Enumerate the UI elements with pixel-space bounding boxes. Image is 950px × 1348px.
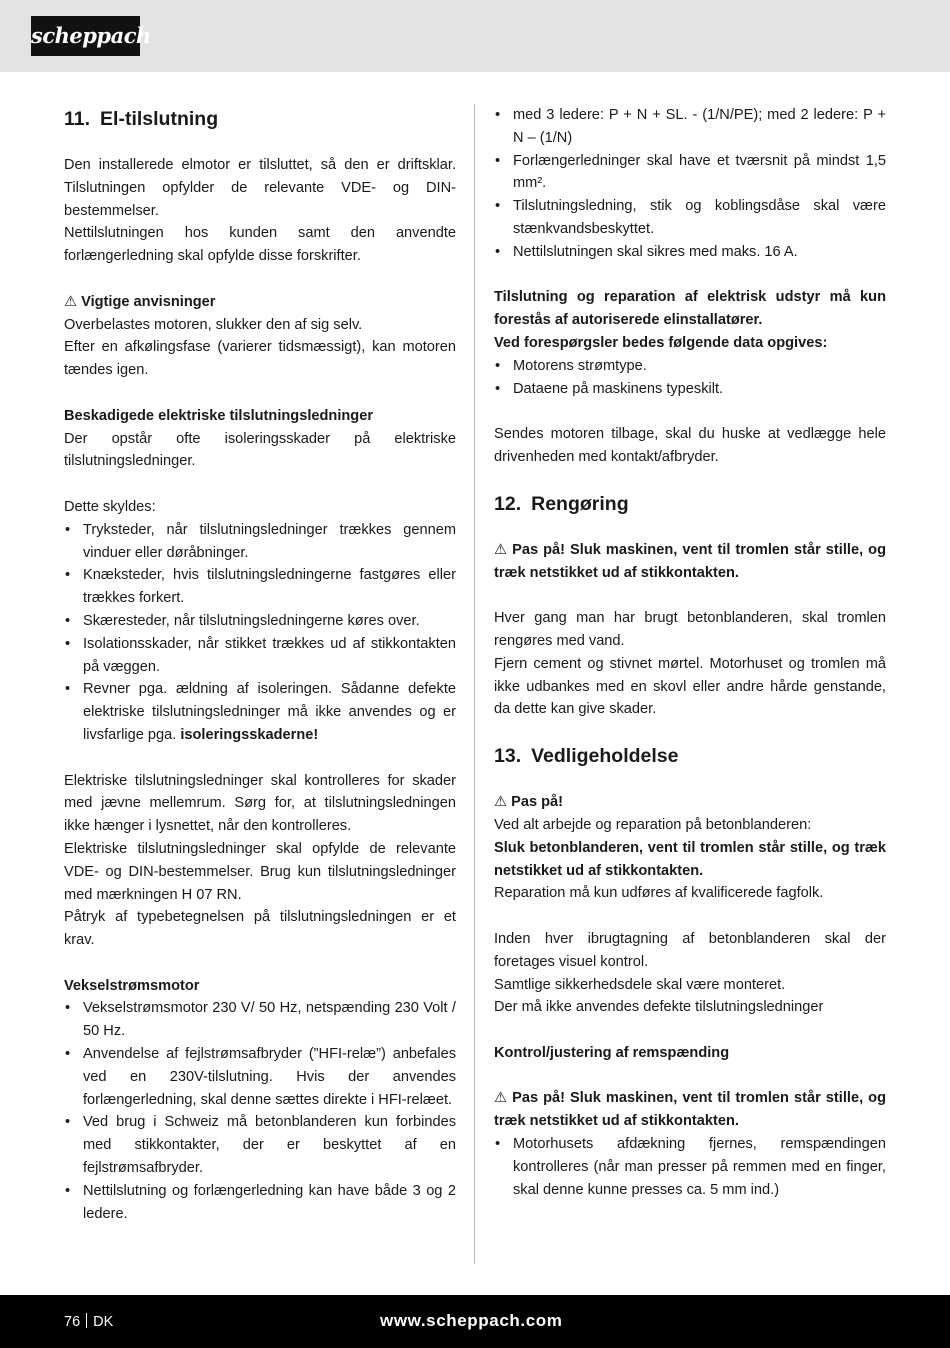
- website-link[interactable]: www.scheppach.com: [380, 1311, 563, 1330]
- paragraph: Elektriske tilslutningsledninger skal opfylde de relevante VDE- og DIN-bestemmelser. Brug kun tilslutningsledninger med mærkningen H 07 RN.: [64, 840, 456, 903]
- list-item: • Anvendelse af fejlstrømsafbryder (”HFI-relæ”) anbefales ved en 230V-tilslutning. Hvis der anvendes forlængerledning, skal denne sættes direkte i HFI-relæet.: [64, 1043, 456, 1111]
- warning-text: Pas på! Sluk maskinen, vent til tromlen står stille, og træk netstikket ud af stikkontakten.: [494, 541, 887, 581]
- column-divider: [474, 104, 475, 1264]
- ac-motor-list: [64, 997, 456, 1225]
- section-title: El-tilslutning: [100, 108, 219, 130]
- scheppach-logo: scheppach: [31, 16, 140, 56]
- warning-icon: ⚠: [494, 794, 508, 811]
- paragraph: Nettilslutningen hos kunden samt den anvendte forlængerledning skal opfylde disse forskrifter.: [64, 225, 456, 265]
- list-item: • Ved brug i Schweiz må betonblanderen kun forbindes med stikkontakter, der er beskyttet af en fejlstrømsafbryder.: [64, 1111, 456, 1179]
- list-item-bold: isoleringsskaderne!: [180, 726, 319, 743]
- list-item: • Forlængerledninger skal have et tværsnit på mindst 1,5 mm².: [494, 150, 886, 196]
- paragraph: Sendes motoren tilbage, skal du huske at vedlægge hele drivenheden med kontakt/afbryder.: [494, 426, 886, 465]
- wiring-list: [494, 104, 886, 264]
- list-item: • Nettilslutning og forlængerledning kan have både 3 og 2 ledere.: [64, 1180, 456, 1226]
- list-item: • Isolationsskader, når stikket trækkes ud af stikkontakten på væggen.: [64, 633, 456, 679]
- left-column: [64, 104, 456, 1225]
- list-item: • Tilslutningsledning, stik og koblingsdåse skal være stænkvandsbeskyttet.: [494, 195, 886, 241]
- subheading: Beskadigede elektriske tilslutningsledninger: [64, 407, 373, 424]
- paragraph: Fjern cement og stivnet mørtel. Motorhuset og tromlen må ikke udbankes med en skovl eller andre hårde genstande, da dette kan give skader.: [494, 655, 886, 718]
- page-footer: [0, 1295, 950, 1348]
- warning-icon: ⚠: [64, 293, 78, 310]
- warning-heading: [64, 291, 456, 314]
- list-item: • Nettilslutningen skal sikres med maks. 16 A.: [494, 241, 886, 264]
- paragraph: Ved alt arbejde og reparation på betonblanderen:: [494, 816, 812, 833]
- paragraph: Påtryk af typebetegnelsen på tilslutningsledningen er et krav.: [64, 909, 456, 949]
- section-12-heading: [494, 489, 886, 519]
- list-item: • Tryksteder, når tilslutningsledninger trækkes gennem vinduer eller døråbninger.: [64, 519, 456, 565]
- page-number-label: [64, 1311, 113, 1333]
- page-header: [0, 0, 950, 72]
- subheading: Kontrol/justering af remspænding: [494, 1044, 730, 1061]
- paragraph: Reparation må kun udføres af kvalificerede fagfolk.: [494, 885, 824, 902]
- list-item: • Dataene på maskinens typeskilt.: [494, 378, 886, 401]
- list-item: • med 3 ledere: P + N + SL. - (1/N/PE); med 2 ledere: P + N – (1/N): [494, 104, 886, 150]
- section-11-heading: [64, 104, 456, 134]
- bold-paragraph: Ved forespørgsler bedes følgende data opgives:: [494, 334, 828, 351]
- warning-paragraph: [494, 791, 886, 814]
- paragraph: Overbelastes motoren, slukker den af sig selv.: [64, 316, 363, 333]
- section-title: Rengøring: [531, 492, 629, 515]
- paragraph: Samtlige sikkerhedsdele skal være monteret.: [494, 976, 786, 993]
- paragraph: Der opstår ofte isoleringsskader på elektriske tilslutningsledninger.: [64, 430, 456, 470]
- warning-text: Pas på!: [511, 794, 564, 811]
- paragraph: Dette skyldes:: [64, 498, 156, 515]
- section-title: Vedligeholdelse: [531, 745, 679, 768]
- warning-icon: ⚠: [494, 541, 509, 558]
- paragraph: Der må ikke anvendes defekte tilslutningsledninger: [494, 999, 824, 1016]
- page-number: 76: [64, 1314, 81, 1330]
- section-number: 12.: [494, 492, 522, 515]
- paragraph: Inden hver ibrugtagning af betonblanderen skal der foretages visuel kontrol.: [494, 930, 886, 970]
- list-item: • Motorens strømtype.: [494, 355, 886, 378]
- section-number: 11.: [64, 108, 91, 130]
- right-column: [494, 104, 886, 1201]
- subheading: Vekselstrømsmotor: [64, 977, 200, 994]
- list-item: [64, 678, 456, 746]
- list-item: • Knæksteder, hvis tilslutningsledningerne fastgøres eller trækkes forkert.: [64, 564, 456, 610]
- warning-icon: ⚠: [494, 1090, 509, 1107]
- list-item-text: Revner pga. ældning af isoleringen. Sådanne defekte elektriske tilslutningsledninger må ikke anvendes og er livsfarlige pga.: [83, 681, 456, 743]
- section-13-heading: [494, 741, 886, 771]
- bold-paragraph: Sluk betonblanderen, vent til tromlen står stille, og træk netstikket ud af stikkontakten.: [494, 839, 886, 879]
- section-number: 13.: [494, 745, 522, 768]
- causes-list: [64, 519, 456, 747]
- list-item: • Skæresteder, når tilslutningsledningerne køres over.: [64, 610, 456, 633]
- paragraph: Efter en afkølingsfase (varierer tidsmæssigt), kan motoren tændes igen.: [64, 339, 456, 379]
- paragraph: Hver gang man har brugt betonblanderen, skal tromlen rengøres med vand.: [494, 610, 886, 649]
- warning-title: Vigtige anvisninger: [81, 293, 216, 310]
- warning-text: Pas på! Sluk maskinen, vent til tromlen står stille, og træk netstikket ud af stikkontakten.: [494, 1090, 887, 1130]
- warning-paragraph: [494, 539, 886, 585]
- warning-paragraph: [494, 1087, 886, 1133]
- paragraph: Elektriske tilslutningsledninger skal kontrolleres for skader med jævne mellemrum. Sørg for, at tilslutningsledningen ikke hænger i lysnettet, når den kontrolleres.: [64, 772, 456, 835]
- list-item: • Motorhusets afdækning fjernes, remspændingen kontrolleres (når man presser på remmen med en finger, skal denne kunne presses ca. 5 mm ind.): [494, 1133, 886, 1201]
- list-item: • Vekselstrømsmotor 230 V/ 50 Hz, netspænding 230 Volt / 50 Hz.: [64, 997, 456, 1043]
- paragraph: Den installerede elmotor er tilsluttet, så den er driftsklar. Tilslutningen opfylder de relevante VDE- og DIN-bestemmelser.: [64, 157, 456, 219]
- inquiry-list: [494, 355, 886, 401]
- belt-list: [494, 1133, 886, 1201]
- bold-paragraph: Tilslutning og reparation af elektrisk udstyr må kun forestås af autoriserede elinstallatører.: [494, 289, 886, 329]
- language-code: DK: [93, 1314, 114, 1330]
